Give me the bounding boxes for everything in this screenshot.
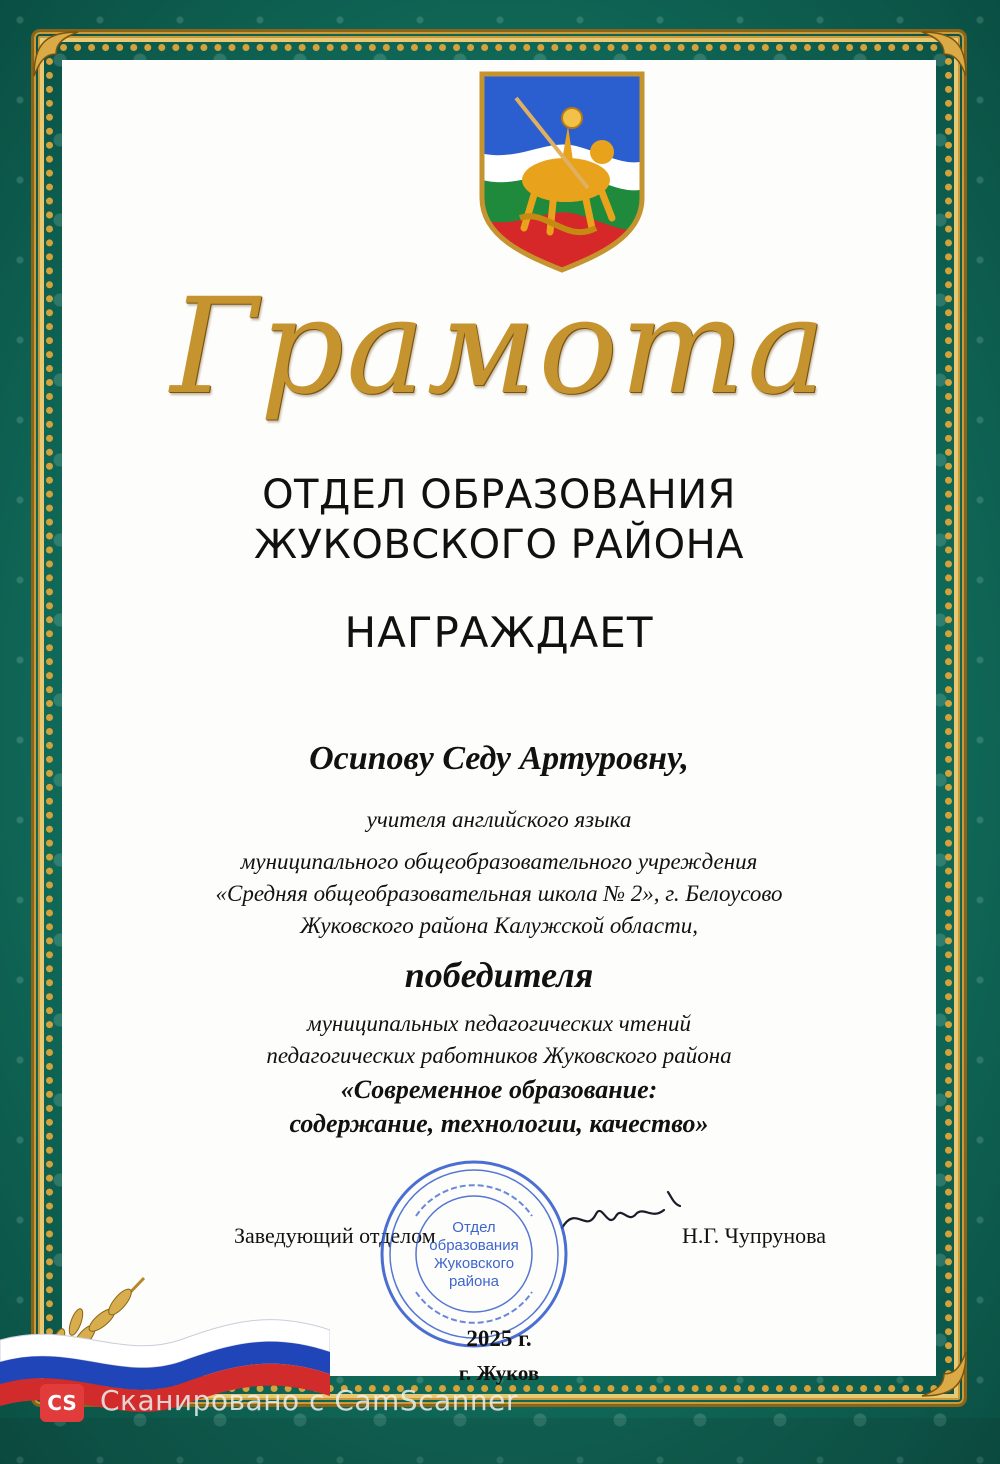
- handwritten-signature: [556, 1184, 696, 1244]
- official-stamp: [376, 1156, 572, 1352]
- svg-text:Отдел: Отдел: [452, 1219, 496, 1236]
- scanner-watermark-text: Сканировано с CamScanner: [100, 1384, 518, 1417]
- event-line-1: муниципальных педагогических чтений: [307, 1011, 691, 1036]
- award-status: победителя: [404, 955, 594, 995]
- recipient-name: Осипову Седу Артуровну,: [309, 740, 689, 777]
- event-line-2: педагогических работников Жуковского района: [266, 1043, 732, 1068]
- event-topic: [62, 1073, 936, 1141]
- event-block: [62, 1008, 936, 1072]
- organization-line-1: ОТДЕЛ ОБРАЗОВАНИЯ: [262, 472, 736, 518]
- institution-line-2: «Средняя общеобразовательная школа № 2», г. Белоусово: [215, 881, 783, 906]
- topic-line-2: содержание, технологии, качество»: [289, 1109, 709, 1138]
- signatory-name: Н.Г. Чупрунова: [682, 1223, 827, 1248]
- signatory-title: Заведующий отделом: [234, 1223, 436, 1248]
- institution-line-1: муниципального общеобразовательного учреждения: [240, 849, 758, 874]
- issue-year: 2025 г.: [466, 1326, 532, 1351]
- institution-line-3: Жуковского района Калужской области,: [300, 913, 698, 938]
- svg-text:Жуковского: Жуковского: [433, 1255, 515, 1272]
- issue-city: г. Жуков: [458, 1361, 540, 1385]
- svg-text:района: района: [448, 1273, 500, 1290]
- coat-of-arms-image: [476, 68, 648, 274]
- scanner-watermark-bar: [0, 1418, 1000, 1464]
- svg-text:образования: образования: [429, 1237, 519, 1254]
- organization-line-2: ЖУКОВСКОГО РАЙОНА: [253, 522, 745, 568]
- institution-block: [62, 846, 936, 942]
- camscanner-icon: CS: [40, 1384, 84, 1422]
- recipient-position: учителя английского языка: [366, 807, 632, 832]
- certificate-title: Грамота: [170, 270, 828, 424]
- organization-name: [62, 470, 936, 570]
- awards-heading: НАГРАЖДАЕТ: [344, 608, 654, 657]
- topic-line-1: «Современное образование:: [340, 1075, 658, 1104]
- certificate-paper: [62, 60, 936, 1385]
